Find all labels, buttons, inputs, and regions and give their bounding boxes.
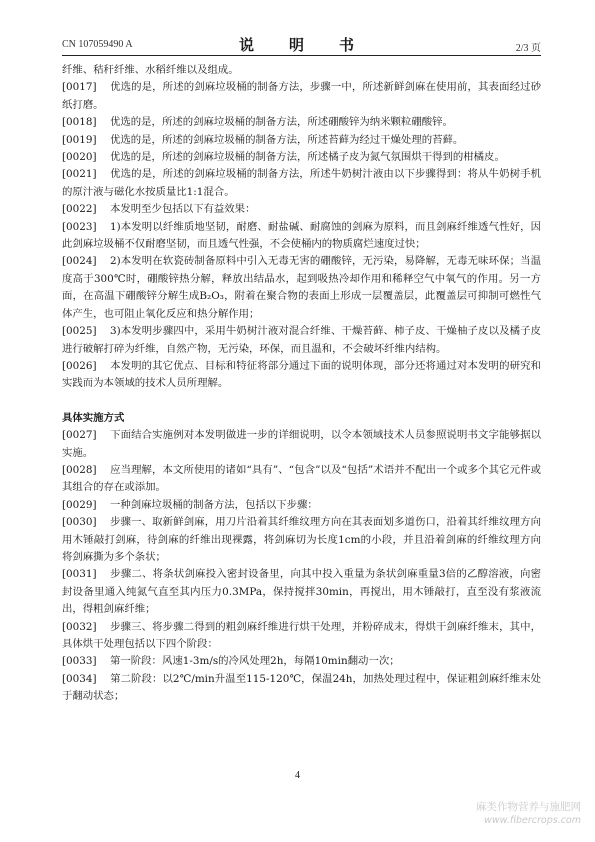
paragraph-number: [0033] (62, 655, 97, 668)
site-watermark (476, 801, 581, 827)
paragraph (62, 219, 541, 254)
paragraph (62, 514, 541, 566)
paragraph (62, 619, 541, 654)
paragraph (62, 358, 541, 393)
paragraph (62, 497, 541, 514)
paragraph-number: [0024] (62, 255, 97, 268)
paragraph-number: [0028] (62, 463, 97, 476)
paragraph-text: 2)本发明在软瓷砖制备原料中引入无毒无害的硼酸锌，无污染，易降解，无毒无味环保；当温度高于300℃时，硼酸锌热分解，释放出结晶水，起到吸热冷却作用和稀释空气中氧气的作用。另一方面，在高温下硼酸锌分解生成B₂O₃，附着在聚合物的表面上形成一层覆盖层，此覆盖层可抑制可燃性气体产生，也可阻止氧化反应和热分解作用； (62, 255, 541, 320)
paragraph-text: 步骤二、将条状剑麻投入密封设备里，向其中投入重量为条状剑麻重量3倍的乙醇溶液，向密封设备里通入纯氮气直至其内压力0.3MPa，保持搅拌30min，再搅出，用木锤敲打，直至没有浆液流出，得粗剑麻纤维； (62, 568, 541, 616)
paragraph-number: [0030] (62, 516, 97, 529)
watermark-title: 麻类作物营养与施肥网 (476, 801, 581, 813)
paragraph-number: [0017] (62, 81, 97, 94)
paragraph-text: 下面结合实施例对本发明做进一步的详细说明，以令本领域技术人员参照说明书文字能够据以实施。 (62, 429, 541, 459)
paragraph (62, 201, 541, 218)
paragraph-text: 步骤三、将步骤二得到的粗剑麻纤维进行烘干处理，并粉碎成末，得烘干剑麻纤维末，其中，具体烘干处理包括以下四个阶段： (62, 620, 541, 650)
paragraph-number: [0027] (62, 429, 97, 442)
paragraph-number: [0021] (62, 168, 97, 181)
doc-title: 说 明 书 (238, 38, 364, 54)
page-header (62, 33, 541, 56)
paragraph-list-embodiments (62, 427, 541, 706)
paragraph (62, 462, 541, 497)
paragraph-text: 应当理解，本文所使用的诸如“具有”、“包含”以及“包括”术语并不配出一个或多个其它元件或其组合的存在或添加。 (62, 463, 541, 494)
paragraph-text: 本发明的其它优点、目标和特征将部分通过下面的说明体现，部分还将通过对本发明的研究和实践而为本领域的技术人员所理解。 (62, 359, 541, 390)
paragraph (62, 114, 541, 131)
paragraph (62, 166, 541, 201)
paragraph-text: 优选的是，所述的剑麻垃圾桶的制备方法，所述牛奶树汁液由以下步骤得到：将从牛奶树手机的原汁液与磁化水按质量比1:1混合。 (62, 168, 541, 198)
page-of: 2/3 页 (515, 43, 541, 54)
watermark-url: www.fibercrops.com (484, 815, 581, 826)
section-title: 具体实施方式 (62, 411, 125, 424)
paragraph (62, 566, 541, 618)
paragraph-number: [0029] (62, 498, 97, 511)
paragraph-text: 优选的是，所述的剑麻垃圾桶的制备方法，所述苔藓为经过干燥处理的苔藓。 (110, 133, 464, 146)
paragraph-text: 步骤一、取新鲜剑麻，用刀片沿着其纤维纹理方向在其表面划多道伤口，沿着其纤维纹理方向用木锤敲打剑麻，待剑麻的纤维出现裸露，将剑麻切为长度1cm的小段，并且沿着剑麻的纤维纹理方向将剑麻撕为多个条状； (62, 516, 541, 563)
paragraph (62, 427, 541, 462)
paragraph (62, 149, 541, 166)
paragraph (62, 323, 541, 358)
paragraph (62, 79, 541, 114)
paragraph-text: 1)本发明以纤维质地坚韧，耐磨、耐盐碱、耐腐蚀的剑麻为原料，而且剑麻纤维透气性好，因此剑麻垃圾桶不仅耐磨坚韧，而且透气性强，不会使桶内的物质腐烂速度过快； (62, 220, 541, 251)
paragraph-text: 第一阶段：风速1-3m/s的冷风处理2h，每隔10min翻动一次； (110, 655, 400, 668)
paragraph-number: [0031] (62, 568, 97, 581)
paragraph-number: [0032] (62, 620, 97, 633)
paragraph-text: 纤维、秸秆纤维、水稻纤维以及组成。 (62, 64, 239, 76)
paragraph-number: [0020] (62, 151, 97, 164)
paragraph-text: 优选的是，所述的剑麻垃圾桶的制备方法，所述橘子皮为氮气氛围烘干得到的柑橘皮。 (110, 151, 505, 164)
paragraph (62, 132, 541, 149)
paragraph-number: [0034] (62, 672, 97, 685)
paragraph-text: 本发明至少包括以下有益效果： (110, 203, 256, 216)
paragraph-list (62, 62, 541, 393)
paragraph (62, 62, 541, 79)
paragraph-number: [0022] (62, 203, 97, 216)
document-body (62, 62, 541, 706)
paragraph (62, 253, 541, 323)
doc-number: CN 107059490 A (62, 39, 133, 50)
paragraph (62, 653, 541, 670)
page-number: 4 (295, 770, 300, 781)
paragraph-text: 第二阶段：以2℃/min升温至115-120℃，保温24h，加热处理过程中，保证粗剑麻纤维末处于翻动状态； (62, 672, 541, 703)
paragraph-number: [0025] (62, 325, 97, 338)
paragraph-text: 一种剑麻垃圾桶的制备方法，包括以下步骤： (110, 498, 318, 511)
paragraph-text: 优选的是，所述的剑麻垃圾桶的制备方法，步骤一中，所述新鲜剑麻在使用前，其表面经过砂纸打磨。 (62, 81, 541, 111)
paragraph-text: 3)本发明步骤四中，采用牛奶树汁液对混合纤维、干燥苔藓、柿子皮、干燥柚子皮以及橘子皮进行破解打碎为纤维，自然产物，无污染，环保，而且温和，不会破坏纤维内结构。 (62, 325, 541, 355)
paragraph-number: [0023] (62, 220, 97, 233)
paragraph-text: 优选的是，所述的剑麻垃圾桶的制备方法，所述硼酸锌为纳米颗粒硼酸锌。 (110, 116, 453, 129)
paragraph-number: [0018] (62, 116, 97, 129)
paragraph (62, 671, 541, 706)
paragraph-number: [0019] (62, 133, 97, 146)
paragraph-number: [0026] (62, 359, 97, 372)
